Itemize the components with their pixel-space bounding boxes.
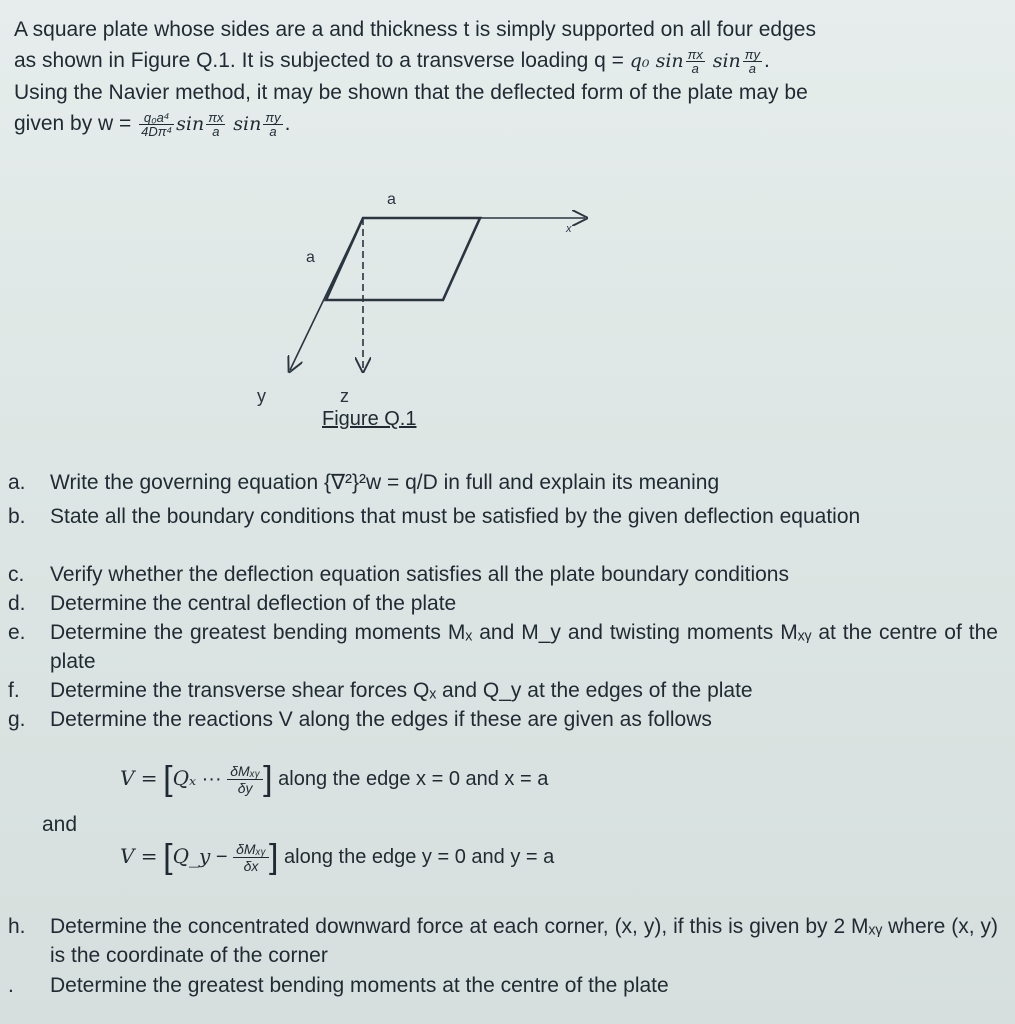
intro-line-2: as shown in Figure Q.1. It is subjected to a transverse loading q = q₀ sin $\frac{\pi x}{a}$ sin $\frac{\pi y}{a}$ . (14, 46, 770, 76)
document-page: A square plate whose sides are a and thickness t is simply supported on all four edges as shown in Figure Q.1. It is subjected to a transverse loading q = q₀ sin $\frac{\pi x}{a}$ sin $\frac{\pi y}{a}$ . Using the Navier method, it may be shown that the deflected form of the plate may be given by w = $\frac{\text{q₀a⁴}}{\text{4Dπ⁴}}$ sin $\frac{\pi x}{a}$ sin $\frac{\pi y}{a}$ . a a x y z Figure Q.1 a. Write the governing equation {∇²}²w = q/D in full and explain its meaning b. State all the boundary conditions that must be satisfied by the given deflection equation c. Verify whether the deflection equation satisfies all the plate boundary conditions d. Determine the central deflection of the plate e. Determine the greatest bending moments Mₓ and M_y and twisting moments Mₓᵧ at the centre of the plate f. Determine the transverse shear forces Qₓ and Q_y at the edges of the plate g. Determine the reactions V along the edges if these are given as follows h. Determine the concentrated downward force at each corner, (x, y), if this is given by 2 Mₓᵧ where (x, y) is the coordinate of the corner . Determine the greatest bending moments at the centre of the plate V = [Qₓ ··· $\frac{\text{δMₓᵧ}}{\delta y}$ ] along the edge x = 0 and x = a and V = [Q_y − $\frac{\text{δMₓᵧ}}{\delta x}$ ] along the edge y = 0 and y = a (0, 0, 1015, 1024)
intro-line-3: Using the Navier method, it may be shown that the deflected form of the plate may be (14, 81, 808, 104)
figure-caption: Figure Q.1 (322, 408, 417, 430)
and-text: and (42, 813, 78, 836)
reaction-formula-x: V = [Qₓ ··· $\frac{\text{δMₓᵧ}}{\delta y}$ ] along the edge x = 0 and x = a (120, 760, 549, 798)
label-z: z (340, 386, 349, 406)
reaction-formula-y: V = [Q_y − $\frac{\text{δMₓᵧ}}{\delta x}$ ] along the edge y = 0 and y = a (120, 838, 555, 876)
problem-statement (14, 14, 999, 140)
label-y: y (257, 386, 266, 406)
label-a-left: a (306, 249, 315, 266)
intro-line-4: given by w = $\frac{\text{q₀a⁴}}{\text{4Dπ⁴}}$ sin $\frac{\pi x}{a}$ sin $\frac{\pi y}{a}$ . (14, 109, 291, 139)
plate-figure (230, 180, 630, 430)
intro-line-1: A square plate whose sides are a and thickness t is simply supported on all four edges (14, 18, 816, 41)
label-x: x (566, 223, 572, 235)
label-a-top: a (387, 191, 396, 208)
square-plate (326, 218, 480, 300)
